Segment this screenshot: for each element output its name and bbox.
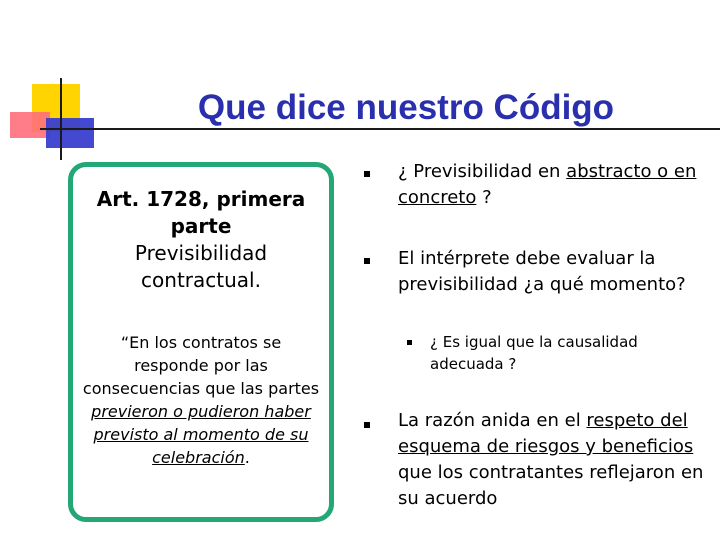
bullet-3-underlined: respeto del esquema de riesgos y beneficios (398, 410, 694, 457)
box-heading-article: Art. 1728, primera parte (96, 187, 306, 238)
bullet-2: El intérprete debe evaluar la previsibilidad ¿a qué momento? (398, 248, 686, 295)
bullet-marker-1 (364, 171, 370, 177)
quote-underlined-text: previeron o pudieron haber previsto al momento de su celebración (91, 402, 311, 467)
bullet-3-suffix: que los contratantes reflejaron en su acuerdo (398, 462, 704, 509)
bullet-1 (398, 159, 698, 211)
quote-end: . (244, 448, 250, 467)
slide-title: Que dice nuestro Código (197, 88, 615, 127)
decorative-blue-square (46, 118, 94, 148)
bullet-1-underlined: abstracto o en concreto (398, 161, 697, 208)
sub-bullet-marker (407, 340, 412, 345)
bullet-3 (398, 408, 716, 512)
quote-text: “En los contratos se responde por las consecuencias que las partes (82, 333, 320, 398)
decorative-red-square (10, 112, 50, 138)
decorative-vertical-line (60, 78, 62, 160)
bullet-1-prefix: ¿ Previsibilidad en (398, 161, 567, 182)
box-heading (82, 186, 320, 294)
legal-quote (82, 331, 320, 469)
bullet-marker-2 (364, 258, 370, 264)
bullet-marker-3 (364, 422, 370, 428)
bullet-3-prefix: La razón anida en el (398, 410, 587, 431)
sub-bullet: ¿ Es igual que la causalidad adecuada ? (430, 333, 638, 373)
bullet-1-suffix: ? (476, 187, 492, 208)
decorative-horizontal-line (40, 128, 720, 130)
box-heading-subtitle: Previsibilidad contractual. (134, 241, 268, 292)
